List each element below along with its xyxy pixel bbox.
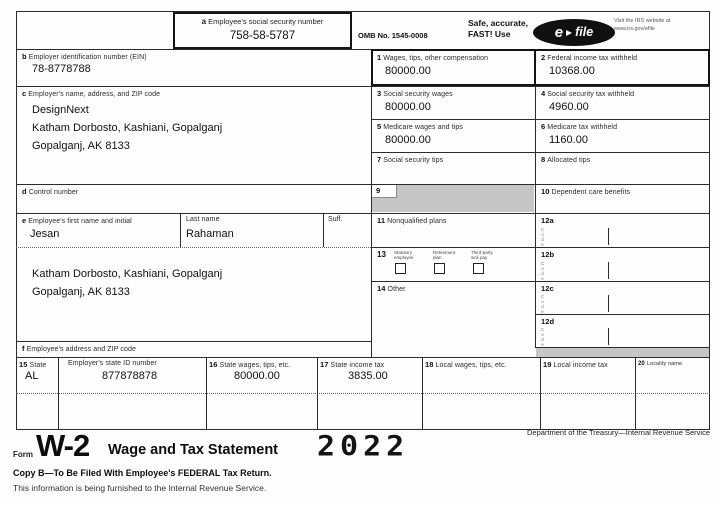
department-text: Department of the Treasury—Internal Revenue Service — [526, 428, 710, 437]
retirement-plan-label: Retirement plan — [433, 250, 456, 260]
employer-address-line1: Katham Dorbosto, Kashiani, Gopalganj — [32, 122, 223, 134]
box16-value: 80000.00 — [234, 370, 280, 382]
box-a-number: a — [201, 17, 207, 26]
ssn-value: 758-58-5787 — [229, 30, 296, 42]
grid-line — [635, 357, 636, 430]
grid-line — [16, 341, 371, 342]
last-name-label: Last name — [186, 216, 220, 223]
statutory-employee-label: Statutory employee — [394, 250, 414, 260]
copy-b-text: Copy B—To Be Filed With Employee's FEDERAL Tax Return. — [13, 468, 272, 478]
box13-label: 13 — [377, 250, 386, 259]
form-word: Form — [13, 450, 33, 459]
box11-label: 11 Nonqualified plans — [377, 216, 447, 225]
box12c-label: 12c — [541, 284, 554, 293]
box12a-label: 12a — [541, 216, 554, 225]
box15-label: 15 State — [19, 360, 47, 369]
employee-address — [32, 265, 222, 301]
tax-year: 2022 — [317, 430, 410, 463]
box-e-label: e Employee's first name and initial — [22, 216, 132, 225]
box20-label: 20 Locality name — [638, 361, 683, 367]
box3-value: 80000.00 — [385, 101, 431, 113]
grid-line — [58, 357, 59, 430]
efile-logo — [533, 19, 615, 46]
employer-state-id-label: Employer's state ID number — [68, 360, 157, 367]
employer-state-id-value: 877878878 — [102, 370, 158, 382]
grid-line — [535, 49, 536, 347]
box16-label: 16 State wages, tips, etc. — [209, 360, 291, 369]
box2-label: 2 Federal income tax withheld — [541, 53, 638, 62]
box12b-code-divider — [608, 262, 609, 279]
grid-line — [16, 213, 710, 214]
grid-line — [16, 357, 710, 358]
box12c-code-divider — [608, 295, 609, 312]
box14-label: 14 Other — [377, 284, 406, 293]
furnished-text: This information is being furnished to the Internal Revenue Service. — [13, 483, 267, 493]
grid-line — [180, 213, 181, 247]
box2-value: 10368.00 — [549, 65, 595, 77]
efile-e-text: e — [554, 24, 564, 41]
box9-label: 9 — [376, 186, 381, 195]
grid-line — [317, 357, 318, 430]
box12b-code-label: Code — [540, 261, 545, 281]
grid-line — [206, 357, 207, 430]
box12d-code-divider — [608, 328, 609, 345]
grid-line-dotted — [16, 393, 710, 394]
grid-line — [422, 357, 423, 430]
form-title: Wage and Tax Statement — [108, 442, 279, 458]
employer-name-address — [32, 101, 222, 155]
efile-arrow-icon — [566, 30, 572, 36]
box4-label: 4 Social security tax withheld — [541, 89, 635, 98]
grid-line — [540, 357, 541, 430]
shaded-strip — [536, 348, 709, 357]
box1-2-divider — [534, 49, 536, 86]
box6-label: 6 Medicare tax withheld — [541, 122, 618, 131]
safe-accurate-text: Safe, accurate, — [468, 18, 529, 28]
retirement-plan-checkbox — [434, 263, 445, 274]
suffix-label: Suff. — [328, 216, 343, 223]
omb-number: OMB No. 1545-0008 — [358, 31, 428, 40]
fast-use-text: FAST! Use — [468, 29, 511, 39]
box19-label: 19 Local income tax — [543, 360, 608, 369]
grid-line-dotted — [16, 247, 371, 248]
grid-line — [371, 281, 710, 282]
box18-label: 18 Local wages, tips, etc. — [425, 360, 507, 369]
grid-line — [16, 184, 710, 185]
box12d-label: 12d — [541, 317, 555, 326]
grid-line — [371, 152, 710, 153]
box17-label: 17 State income tax — [320, 360, 385, 369]
form-number: W-2 — [36, 428, 90, 463]
box12a-code-divider — [608, 228, 609, 245]
box5-value: 80000.00 — [385, 134, 431, 146]
box6-value: 1160.00 — [549, 134, 588, 146]
third-party-sick-pay-checkbox — [473, 263, 484, 274]
visit-irs-text-line1: Visit the IRS website at — [614, 18, 671, 24]
grid-line — [16, 86, 710, 87]
box-d-label: d Control number — [22, 187, 79, 196]
box12c-code-label: Code — [540, 294, 545, 314]
box4-value: 4960.00 — [549, 101, 589, 113]
ein-value: 78-8778788 — [32, 63, 91, 75]
box1-label: 1 Wages, tips, other compensation — [377, 53, 489, 62]
employee-address-line1: Katham Dorbosto, Kashiani, Gopalganj — [32, 268, 223, 280]
box12a-code-label: Code — [540, 227, 545, 247]
box-b-label: b Employer identification number (EIN) — [22, 52, 147, 61]
statutory-employee-checkbox — [395, 263, 406, 274]
grid-line — [371, 119, 710, 120]
box17-value: 3835.00 — [348, 370, 388, 382]
employee-address-line2: Gopalganj, AK 8133 — [32, 286, 130, 298]
box7-label: 7 Social security tips — [377, 155, 444, 164]
employer-name: DesignNext — [32, 104, 89, 116]
box-a-label: a Employee's social security number — [201, 17, 324, 26]
grid-line — [535, 314, 710, 315]
visit-irs-text-line2: www.irs.gov/efile — [614, 26, 655, 32]
box5-label: 5 Medicare wages and tips — [377, 122, 464, 131]
efile-file-text: file — [575, 25, 594, 40]
box-c-label: c Employer's name, address, and ZIP code — [22, 89, 161, 98]
box-f-label: f Employee's address and ZIP code — [22, 344, 136, 353]
state-value: AL — [25, 370, 39, 382]
grid-line — [371, 247, 710, 248]
grid-line — [323, 213, 324, 247]
employee-last-name: Rahaman — [186, 228, 234, 240]
box1-value: 80000.00 — [385, 65, 431, 77]
employer-address-line2: Gopalganj, AK 8133 — [32, 140, 130, 152]
box12b-label: 12b — [541, 250, 555, 259]
box12d-code-label: Code — [540, 327, 545, 347]
box10-label: 10 Dependent care benefits — [541, 187, 631, 196]
employee-first-name: Jesan — [30, 228, 60, 240]
box8-label: 8 Allocated tips — [541, 155, 591, 164]
box3-label: 3 Social security wages — [377, 89, 453, 98]
third-party-sick-pay-label: Third-party sick pay — [471, 250, 493, 260]
